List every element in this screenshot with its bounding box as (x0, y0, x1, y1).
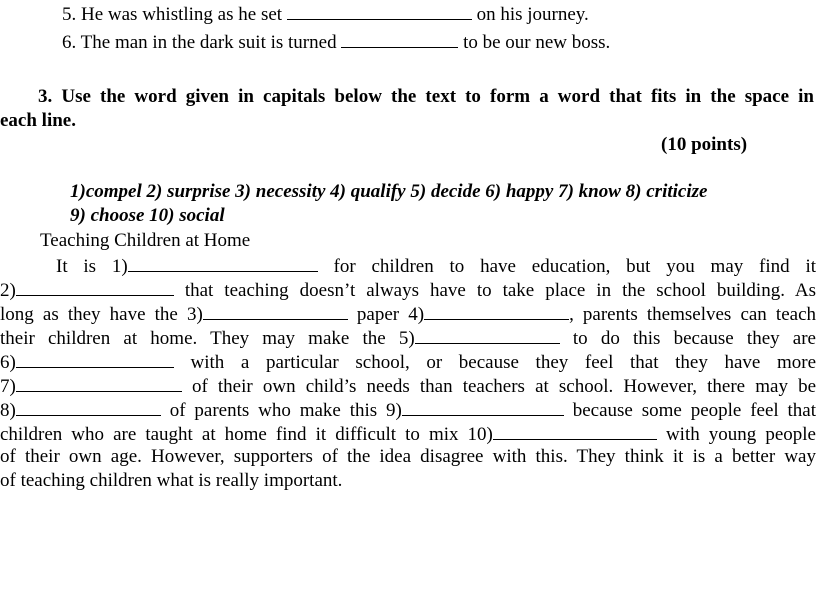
text-line-3 (0, 301, 816, 327)
answer-blank[interactable] (16, 277, 174, 296)
text-fragment: with young people (665, 424, 816, 445)
question-5 (62, 1, 589, 27)
text-fragment: , parents themselves can teach (569, 304, 816, 325)
answer-blank[interactable] (287, 1, 472, 20)
answer-blank[interactable] (402, 397, 564, 416)
answer-blank[interactable] (424, 301, 569, 320)
question-6 (62, 29, 610, 55)
answer-blank[interactable] (16, 349, 174, 368)
question-text: to be our new boss. (463, 32, 611, 53)
text-fragment: 8) (0, 400, 16, 421)
text-fragment: their children at home. They may make the 5) (0, 328, 415, 349)
text-line-5 (0, 349, 816, 375)
text-line-4 (0, 325, 816, 351)
text-line-8 (0, 421, 816, 447)
text-fragment: of parents who make this 9) (169, 400, 402, 421)
text-line-9: of their own age. However, supporters of the idea disagree with this. They think it is a better way (0, 446, 816, 467)
text-fragment: 7) (0, 376, 16, 397)
text-line-10: of teaching children what is really important. (0, 470, 343, 491)
answer-blank[interactable] (415, 325, 560, 344)
text-fragment: of their own child’s needs than teachers at school. However, there may be (191, 376, 816, 397)
task-3-points: (10 points) (661, 134, 748, 155)
answer-blank[interactable] (493, 421, 657, 440)
text-fragment: that teaching doesn’t always have to take place in the school building. As (184, 280, 816, 301)
text-fragment: for children to have education, but you may find it (333, 256, 816, 277)
task-3-heading-line-2: each line. (0, 110, 76, 131)
word-list-line-2: 9) choose 10) social (70, 205, 225, 226)
answer-blank[interactable] (128, 253, 318, 272)
text-title: Teaching Children at Home (40, 230, 251, 251)
answer-blank[interactable] (16, 397, 161, 416)
task-3-heading-line-1: 3. Use the word given in capitals below the text to form a word that fits in the space in (38, 86, 814, 107)
question-text: on his journey. (476, 4, 589, 25)
text-fragment: because some people feel that (572, 400, 816, 421)
text-fragment: paper 4) (356, 304, 425, 325)
answer-blank[interactable] (16, 373, 182, 392)
text-fragment: to do this because they are (572, 328, 816, 349)
text-line-7 (0, 397, 816, 423)
question-text: 6. The man in the dark suit is turned (62, 32, 337, 53)
text-fragment: It is 1) (56, 256, 128, 277)
text-line-6 (0, 373, 816, 399)
text-fragment: 2) (0, 280, 16, 301)
question-text: 5. He was whistling as he set (62, 4, 283, 25)
answer-blank[interactable] (341, 29, 458, 48)
text-line-2 (0, 277, 816, 303)
text-line-1 (56, 253, 816, 279)
word-list-line-1: 1)compel 2) surprise 3) necessity 4) qualify 5) decide 6) happy 7) know 8) criticize (70, 181, 708, 202)
text-fragment: long as they have the 3) (0, 304, 203, 325)
text-fragment: 6) (0, 352, 16, 373)
text-fragment: with a particular school, or because they feel that they have more (190, 352, 816, 373)
answer-blank[interactable] (203, 301, 348, 320)
text-fragment: children who are taught at home find it difficult to mix 10) (0, 424, 493, 445)
